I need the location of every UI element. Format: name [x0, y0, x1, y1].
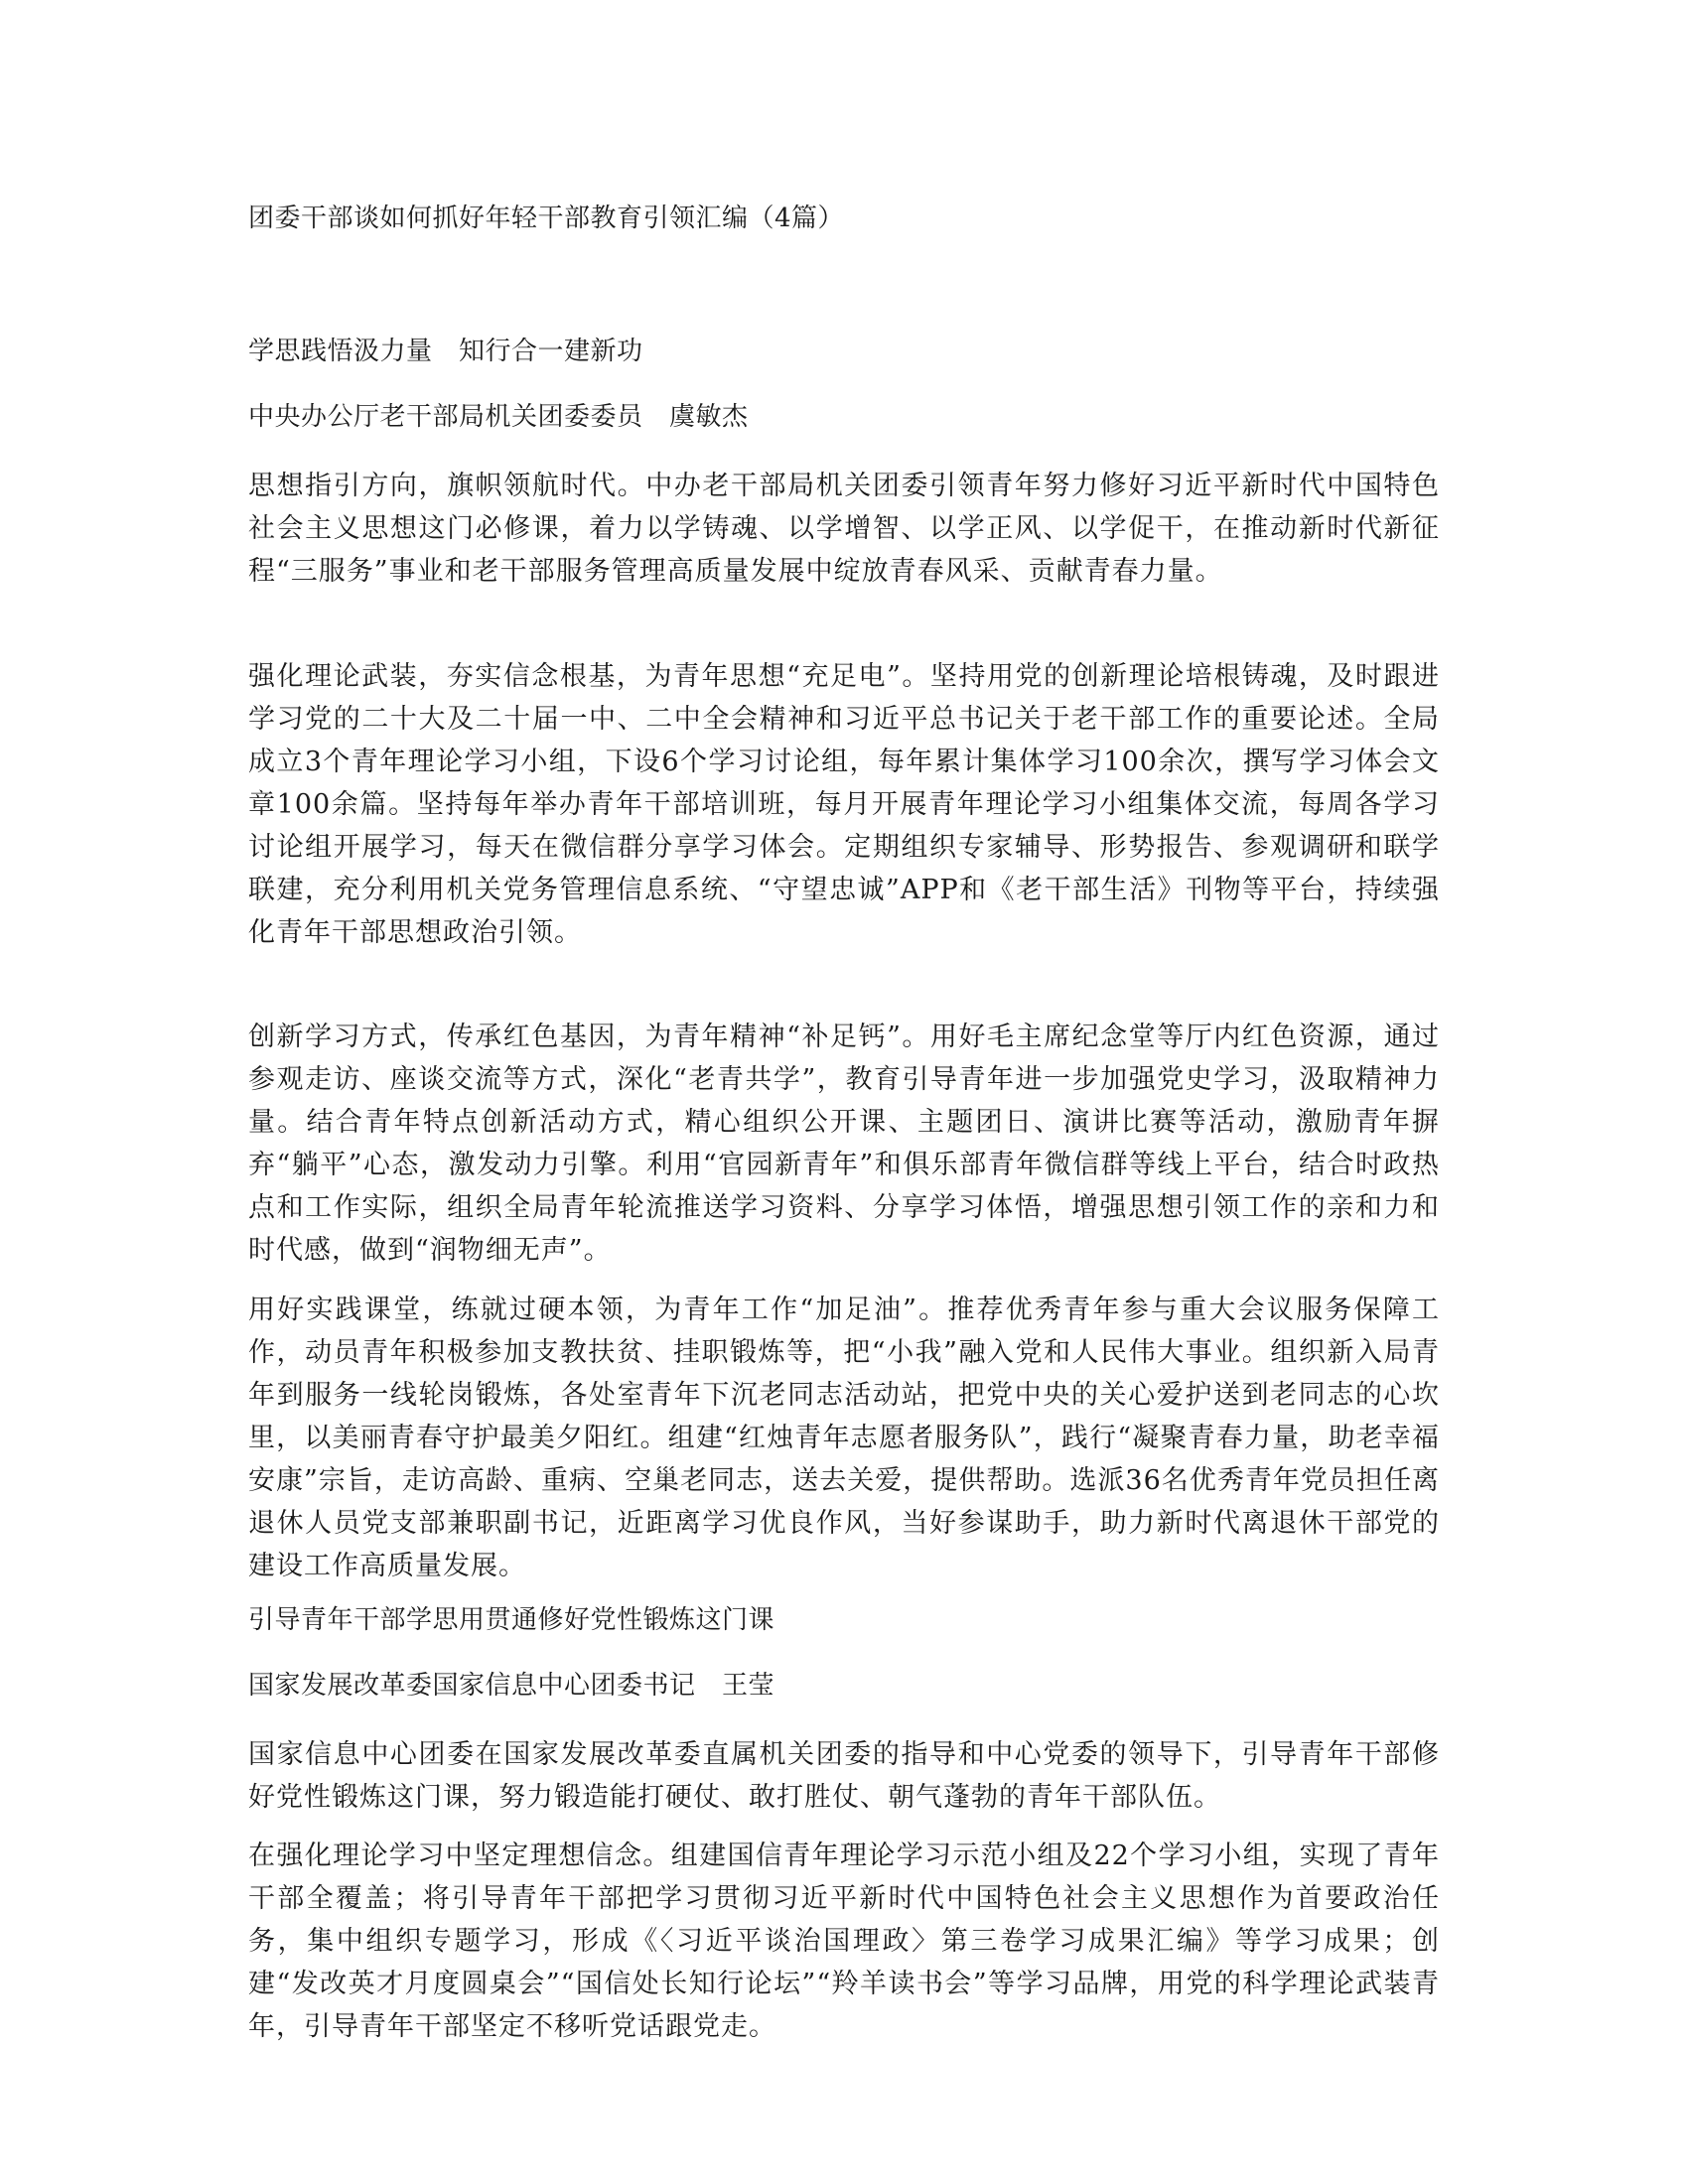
paragraph: 思想指引方向，旗帜领航时代。中办老干部局机关团委引领青年努力修好习近平新时代中国特色社会主义思想这门必修课，着力以学铸魂、以学增智、以学正风、以学促干，在推动新时代新征程“三服务”事业和老干部服务管理高质量发展中绽放青春风采、贡献青春力量。 [248, 471, 1440, 587]
paragraph: 创新学习方式，传承红色基因，为青年精神“补足钙”。用好毛主席纪念堂等厅内红色资源，通过参观走访、座谈交流等方式，深化“老青共学”，教育引导青年进一步加强党史学习，汲取精神力量。结合青年特点创新活动方式，精心组织公开课、主题团日、演讲比赛等活动，激励青年摒弃“躺平”心态，激发动力引擎。利用“官园新青年”和俱乐部青年微信群等线上平台，结合时政热点和工作实际，组织全局青年轮流推送学习资料、分享学习体悟，增强思想引领工作的亲和力和时代感，做到“润物细无声”。 [248, 1022, 1440, 1266]
paragraph: 强化理论武装，夯实信念根基，为青年思想“充足电”。坚持用党的创新理论培根铸魂，及时跟进学习党的二十大及二十届一中、二中全会精神和习近平总书记关于老干部工作的重要论述。全局成立3个青年理论学习小组，下设6个学习讨论组，每年累计集体学习100余次，撰写学习体会文章100余篇。坚持每年举办青年干部培训班，每月开展青年理论学习小组集体交流，每周各学习讨论组开展学习，每天在微信群分享学习体会。定期组织专家辅导、形势报告、参观调研和联学联建，充分利用机关党务管理信息系统、“守望忠诚”APP和《老干部生活》刊物等平台，持续强化青年干部思想政治引领。 [248, 661, 1440, 948]
paragraph: 在强化理论学习中坚定理想信念。组建国信青年理论学习示范小组及22个学习小组，实现了青年干部全覆盖；将引导青年干部把学习贯彻习近平新时代中国特色社会主义思想作为首要政治任务，集中组织专题学习，形成《〈习近平谈治国理政〉第三卷学习成果汇编》等学习成果；创建“发改英才月度圆桌会”“国信处长知行论坛”“羚羊读书会”等学习品牌，用党的科学理论武装青年，引导青年干部坚定不移听党话跟党走。 [248, 1841, 1440, 2042]
paragraph: 用好实践课堂，练就过硬本领，为青年工作“加足油”。推荐优秀青年参与重大会议服务保障工作，动员青年积极参加支教扶贫、挂职锻炼等，把“小我”融入党和人民伟大事业。组织新入局青年到服务一线轮岗锻炼，各处室青年下沉老同志活动站，把党中央的关心爱护送到老同志的心坎里，以美丽青春守护最美夕阳红。组建“红烛青年志愿者服务队”，践行“凝聚青春力量，助老幸福安康”宗旨，走访高龄、重病、空巢老同志，送去关爱，提供帮助。选派36名优秀青年党员担任离退休人员党支部兼职副书记，近距离学习优良作风，当好参谋助手，助力新时代离退休干部党的建设工作高质量发展。 [248, 1295, 1440, 1581]
document-title: 团委干部谈如何抓好年轻干部教育引领汇编（4篇） [248, 204, 845, 233]
article-byline-2: 国家发展改革委国家信息中心团委书记 王莹 [248, 1671, 775, 1701]
article-byline-1: 中央办公厅老干部局机关团委委员 虞敏杰 [248, 402, 749, 432]
paragraph: 国家信息中心团委在国家发展改革委直属机关团委的指导和中心党委的领导下，引导青年干部修好党性锻炼这门课，努力锻造能打硬仗、敢打胜仗、朝气蓬勃的青年干部队伍。 [248, 1739, 1440, 1813]
article-heading-1: 学思践悟汲力量 知行合一建新功 [248, 337, 643, 366]
article-heading-2: 引导青年干部学思用贯通修好党性锻炼这门课 [248, 1605, 775, 1635]
